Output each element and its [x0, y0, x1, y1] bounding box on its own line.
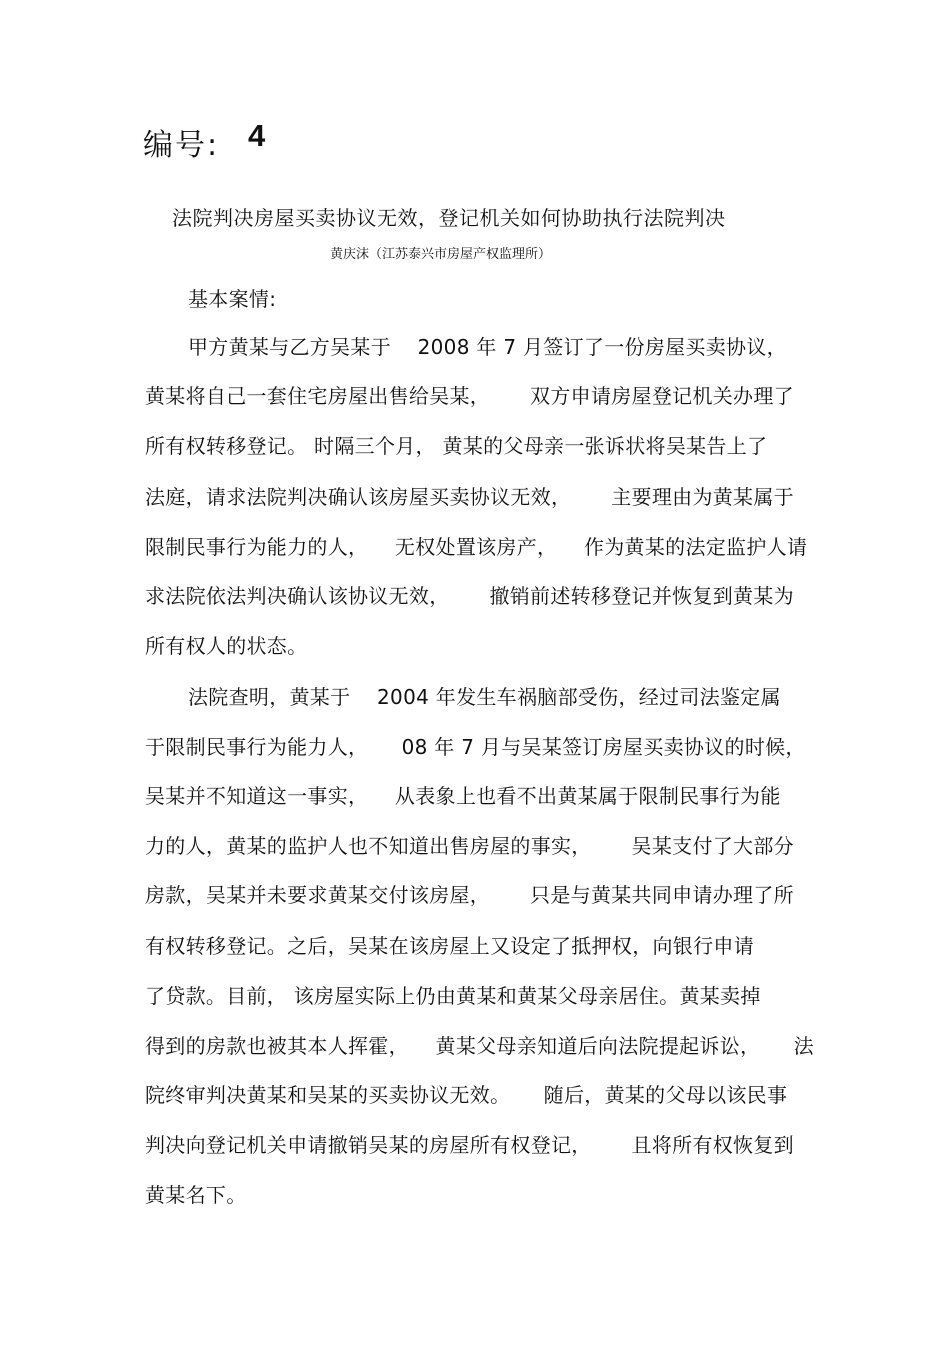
- body-line: 限制民事行为能力的人， 无权处置该房产， 作为黄某的法定监护人请: [145, 535, 808, 559]
- body-line: 得到的房款也被其本人挥霍， 黄某父母亲知道后向法院提起诉讼， 法: [145, 1034, 814, 1058]
- body-line: 甲方黄某与乙方吴某于 2008 年 7 月签订了一份房屋买卖协议，: [188, 335, 787, 359]
- body-line: 有权转移登记。之后，吴某在该房屋上又设定了抵押权，向银行申请: [145, 934, 754, 958]
- body-line: 判决向登记机关申请撤销吴某的房屋所有权登记， 且将所有权恢复到: [145, 1133, 794, 1157]
- document-number-value: 4: [248, 118, 266, 153]
- body-line: 黄某名下。: [145, 1183, 247, 1207]
- body-line: 求法院依法判决确认该协议无效， 撤销前述转移登记并恢复到黄某为: [145, 584, 794, 608]
- body-line: 了贷款。目前， 该房屋实际上仍由黄某和黄某父母亲居住。黄某卖掉: [145, 984, 761, 1008]
- body-line: 所有权转移登记。 时隔三个月， 黄某的父母亲一张诉状将吴某告上了: [145, 434, 768, 458]
- body-line: 法庭，请求法院判决确认该房屋买卖协议无效， 主要理由为黄某属于: [145, 485, 794, 509]
- body-line: 房款，吴某并未要求黄某交付该房屋， 只是与黄某共同申请办理了所: [145, 883, 794, 907]
- body-line: 院终审判决黄某和吴某的买卖协议无效。 随后，黄某的父母以该民事: [145, 1083, 788, 1107]
- section-heading: 基本案情:: [188, 287, 277, 311]
- body-line: 黄某将自己一套住宅房屋出售给吴某， 双方申请房屋登记机关办理了: [145, 384, 794, 408]
- article-author: 黄庆沫（江苏泰兴市房屋产权监理所）: [330, 247, 552, 262]
- document-number-label: 编号:: [143, 128, 220, 163]
- body-line: 所有权人的状态。: [145, 634, 308, 658]
- body-line: 力的人，黄某的监护人也不知道出售房屋的事实， 吴某支付了大部分: [145, 834, 794, 858]
- body-line: 法院查明，黄某于 2004 年发生车祸脑部受伤，经过司法鉴定属: [188, 685, 781, 709]
- body-line: 吴某并不知道这一事实， 从表象上也看不出黄某属于限制民事行为能: [145, 784, 781, 808]
- article-title: 法院判决房屋买卖协议无效，登记机关如何协助执行法院判决: [172, 206, 726, 230]
- body-line: 于限制民事行为能力人， 08 年 7 月与吴某签订房屋买卖协议的时候，: [145, 735, 806, 759]
